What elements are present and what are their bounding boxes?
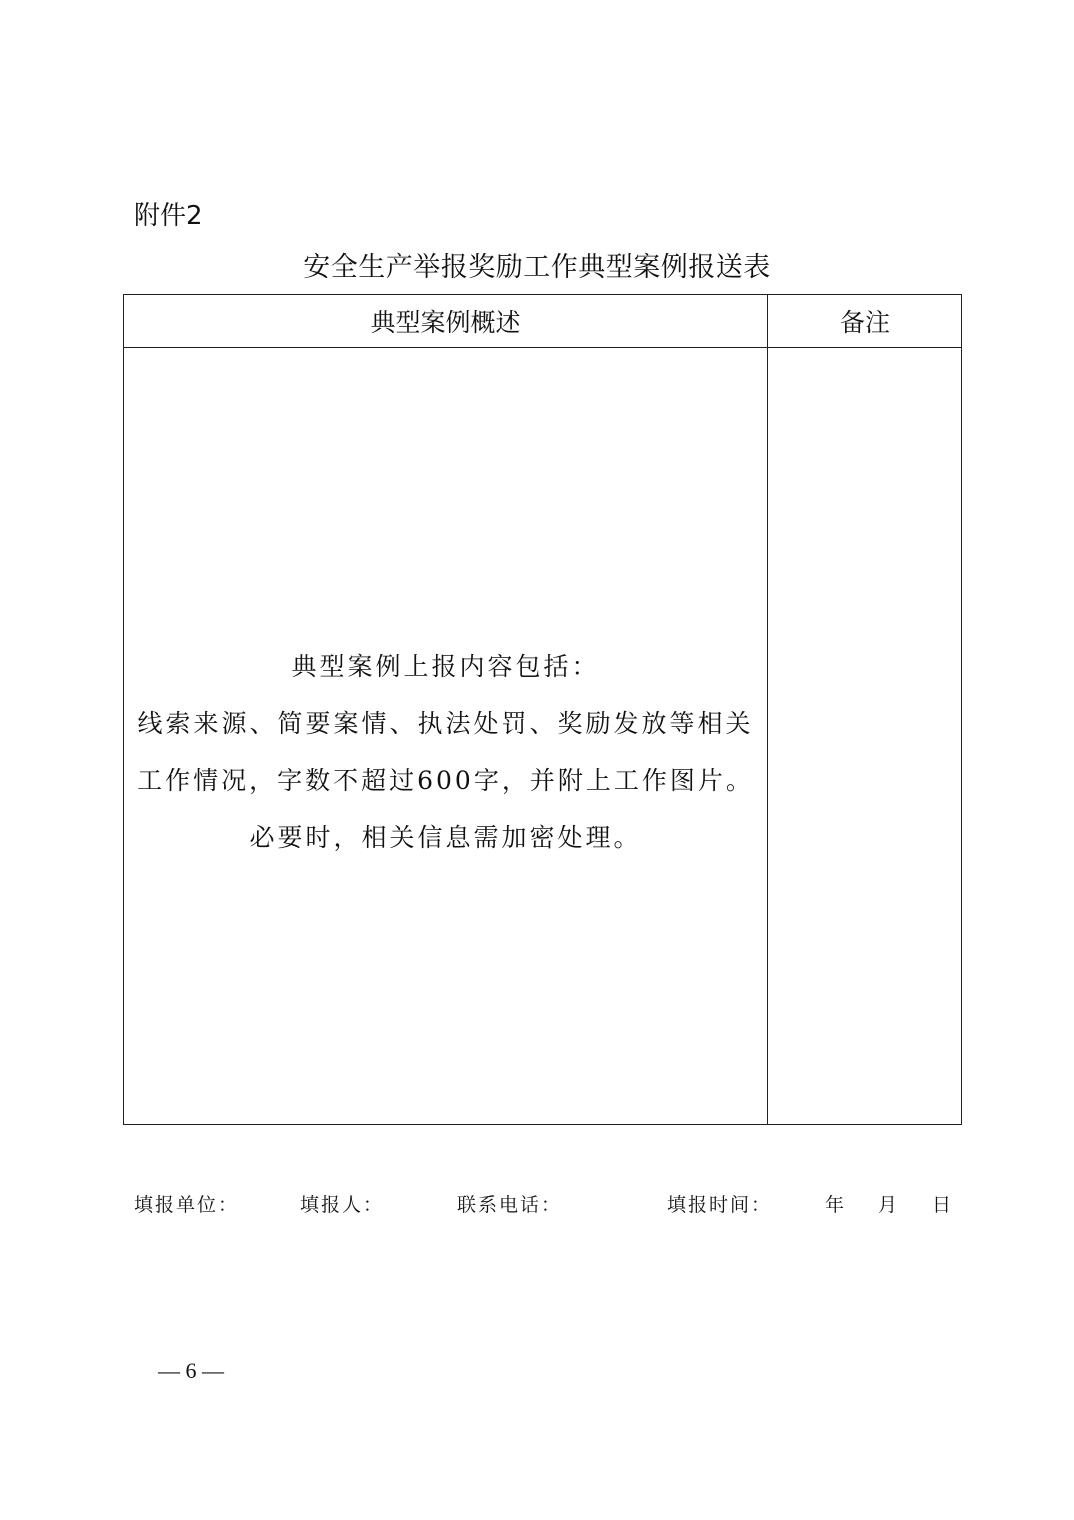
guidance-text — [124, 638, 767, 866]
form-title: 安全生产举报奖励工作典型案例报送表 — [303, 252, 771, 283]
guidance-line-1: 典型案例上报内容包括： — [291, 652, 600, 681]
footer-fields — [0, 1190, 1074, 1220]
header-remarks: 备注 — [839, 308, 890, 337]
attachment-label: 附件2 — [134, 201, 203, 231]
unit-field-label: 填报单位： — [134, 1194, 240, 1216]
date-field-label: 填报时间： — [667, 1194, 773, 1216]
remarks-cell[interactable] — [768, 348, 962, 1124]
day-label: 日 — [932, 1194, 954, 1216]
guidance-line-4: 必要时，相关信息需加密处理。 — [249, 823, 642, 852]
page-number: — 6 — — [158, 1358, 224, 1383]
phone-field-label: 联系电话： — [457, 1194, 563, 1216]
month-label: 月 — [878, 1194, 900, 1216]
case-report-table — [123, 294, 962, 1125]
filler-field-label: 填报人： — [300, 1194, 385, 1216]
guidance-line-3: 工作情况，字数不超过600字，并附上工作图片。 — [137, 766, 754, 795]
year-label: 年 — [825, 1194, 847, 1216]
header-case-summary: 典型案例概述 — [370, 308, 521, 337]
case-summary-cell[interactable] — [124, 348, 767, 1124]
guidance-line-2: 线索来源、简要案情、执法处罚、奖励发放等相关 — [137, 709, 754, 738]
